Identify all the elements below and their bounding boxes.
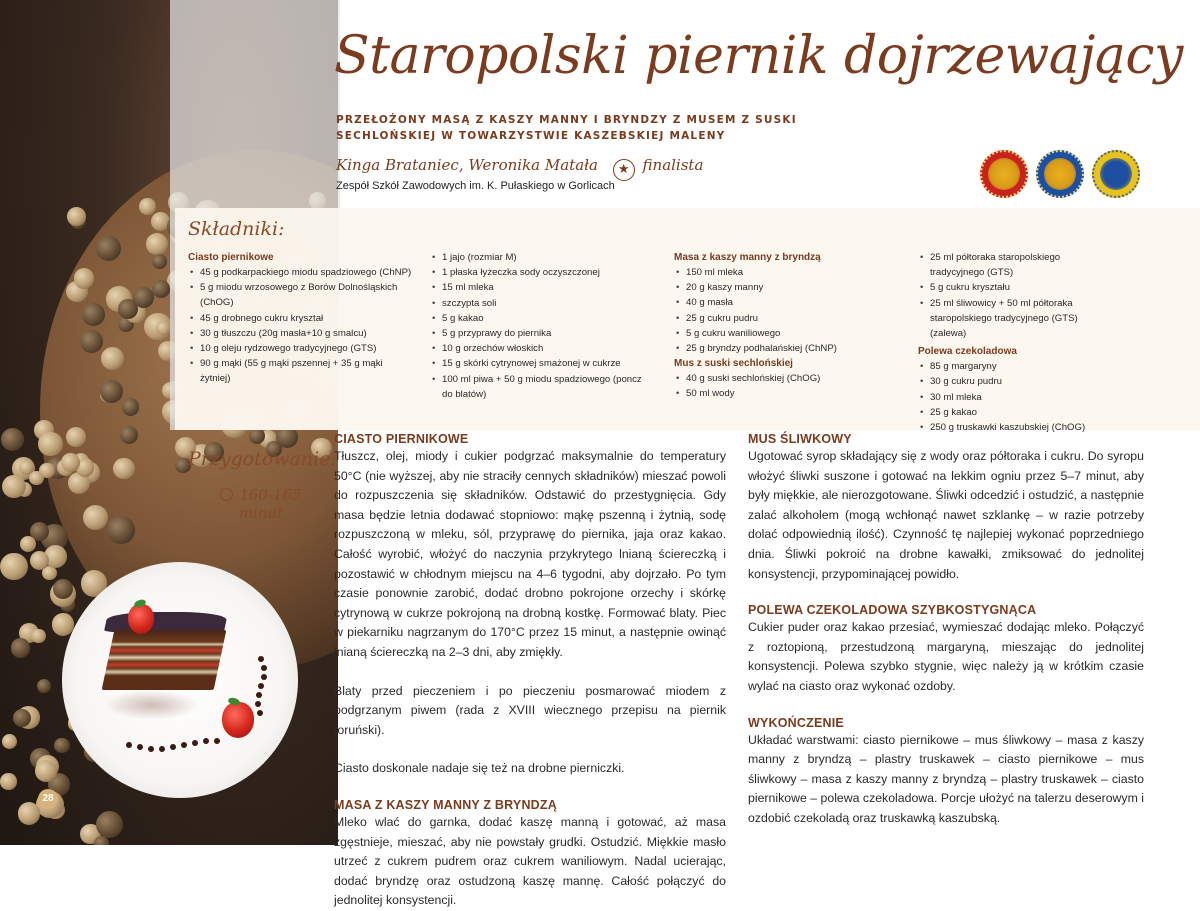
authors-names: Kinga Brataniec, Weronika Matała	[336, 156, 598, 174]
section-title: MUS ŚLIWKOWY	[748, 432, 852, 446]
prep-time-unit: minut	[238, 504, 284, 522]
ingredient-item: • 25 g bryndzy podhalańskiej (ChNP)	[674, 341, 899, 356]
ingredient-item: • 15 g skórki cytrynowej smażonej w cukrze	[430, 356, 655, 371]
ingredient-item: • 40 g masła	[674, 295, 899, 310]
instructions-left	[334, 432, 726, 911]
ingredient-item: • 5 g przyprawy do piernika	[430, 326, 655, 341]
ingredients-col-3	[674, 250, 899, 402]
section-paragraph: Cukier puder oraz kakao przesiać, wymieszać dodając mleko. Połączyć z roztopioną, przestudzoną margaryną, mieszając do jednolitej konsystencji. Polewa szybko stygnie, więc należy ją w krótkim czasie wylać na ciasto oraz wykonać ozdoby.	[748, 620, 1144, 693]
ingredient-item: • 15 ml mleka	[430, 280, 655, 295]
ingredient-item: • 5 g kakao	[430, 311, 655, 326]
prep-time	[216, 486, 306, 522]
ingredient-item: • 50 ml wody	[674, 386, 899, 401]
ingredient-item: • 30 ml mleka	[918, 390, 1098, 405]
school-name: Zespół Szkół Zawodowych im. K. Pułaskiego w Gorlicach	[336, 180, 615, 192]
ingredients-col-4	[918, 250, 1098, 435]
ingredient-item: • 250 g truskawki kaszubskiej (ChOG)	[918, 420, 1098, 435]
ingredients-col-2	[430, 250, 655, 402]
pdo-badge-icon	[980, 150, 1028, 198]
star-icon: ★	[613, 159, 635, 181]
preparation-heading: Przygotowanie:	[188, 448, 337, 470]
ingredient-item: • szczypta soli	[430, 296, 655, 311]
clock-icon	[220, 488, 233, 501]
section-paragraph: Ugotować syrop składający się z wody oraz półtoraka i cukru. Do syropu włożyć śliwki suszone i gotować na lekkim ogniu przez 5–7 minut, aby były miękkie, ale nierozgotowane. Śliwki odcedzić i ostudzić, a następnie zalać alkoholem (mogą wchłonąć nawet szklankę – w razie potrzeby dolać odpowiednią ilość). Czynność tę najlepiej wykonać poprzedniego dnia. Śliwki pokroić na drobne kawałki, zmiksować do jednolitej konsystencji, przypominającej powidło.	[748, 449, 1144, 581]
ingredient-item: • 30 g cukru pudru	[918, 374, 1098, 389]
ingredient-item: • 1 płaska łyżeczka sody oczyszczonej	[430, 265, 655, 280]
ingredients-col-1-title: Ciasto piernikowe	[188, 252, 274, 263]
ingredients-col-3-title: Masa z kaszy manny z bryndzą	[674, 252, 821, 263]
ingredient-item: • 5 g cukru waniliowego	[674, 326, 899, 341]
ingredients-col-3-title2: Mus z suski sechlońskiej	[674, 358, 793, 370]
ingredient-item: • 5 g miodu wrzosowego z Borów Dolnośląskich (ChOG)	[188, 280, 413, 310]
section-title: POLEWA CZEKOLADOWA SZYBKOSTYGNĄCA	[748, 603, 1037, 618]
ingredient-item: • 90 g mąki (55 g mąki pszennej + 35 g mąki żytniej)	[188, 356, 413, 386]
page-title: Staropolski piernik dojrzewający	[334, 26, 1183, 86]
section-paragraph: Blaty przed pieczeniem i po pieczeniu posmarować miodem z podgrzanym piwem (rada z XVIII wiecznego przepisu na piernik toruński).	[334, 683, 726, 737]
section-title: CIASTO PIERNIKOWE	[334, 432, 469, 446]
tsg-badge-icon	[1092, 150, 1140, 198]
ingredient-item: • 25 g kakao	[918, 405, 1098, 420]
instructions-right	[748, 432, 1144, 829]
ingredient-item: • 1 jajo (rozmiar M)	[430, 250, 655, 265]
recipe-subtitle: PRZEŁOŻONY MASĄ Z KASZY MANNY I BRYNDZY Z MUSEM Z SUSKI SECHLOŃSKIEJ W TOWARZYSTWIE KASZEBSKIEJ MALENY	[336, 114, 797, 142]
ingredient-item: • 25 g cukru pudru	[674, 311, 899, 326]
ingredient-item: • 20 g kaszy manny	[674, 280, 899, 295]
ingredient-item: • 45 g podkarpackiego miodu spadziowego (ChNP)	[188, 265, 413, 280]
ingredient-item: • 25 ml śliwowicy + 50 ml półtoraka staropolskiego tradycyjnego (GTS) (zalewa)	[918, 296, 1098, 342]
ingredient-item: • 30 g tłuszczu (20g masła+10 g smalcu)	[188, 326, 413, 341]
ingredient-item: • 45 g drobnego cukru kryształ	[188, 311, 413, 326]
section-title: MASA Z KASZY MANNY Z BRYNDZĄ	[334, 797, 557, 812]
pgi-badge-icon	[1036, 150, 1084, 198]
ingredients-heading: Składniki:	[188, 218, 285, 240]
ingredient-item: • 85 g margaryny	[918, 359, 1098, 374]
ingredient-item: • 10 g orzechów włoskich	[430, 341, 655, 356]
ingredient-item: • 25 ml półtoraka staropolskiego tradycyjnego (GTS)	[918, 250, 1098, 280]
award-label: finalista	[642, 156, 704, 174]
authors-line	[336, 156, 703, 181]
ingredient-item: • 5 g cukru kryształu	[918, 280, 1098, 295]
ingredient-item: • 40 g suski sechlońskiej (ChOG)	[674, 371, 899, 386]
ingredients-col-1	[188, 250, 413, 387]
section-paragraph: Układać warstwami: ciasto piernikowe – mus śliwkowy – masa z kaszy manny z bryndzą – plastry truskawek – ciasto piernikowe – mus śliwkowy – masa z kaszy manny z bryndzą – plastry truskawek – ciasto piernikowe – polewa czekoladowa. Porcje ułożyć na talerzu deserowym i ozdobić czekoladą oraz truskawką kaszubską.	[748, 732, 1144, 825]
section-paragraph: Mleko wlać do garnka, dodać kaszę manną i gotować, aż masa zgęstnieje, mieszać, aby nie powstały grudki. Ostudzić. Miękkie masło utrzeć z cukrem pudrem oraz cukrem waniliowym. Nadal ucierając, dodać bryndzę oraz ostudzoną kaszę mannę. Całość połączyć do jednolitej konsystencji.	[334, 814, 726, 908]
section-paragraph: Ciasto doskonale nadaje się też na drobne pierniczki.	[334, 761, 625, 776]
ingredient-item: • 150 ml mleka	[674, 265, 899, 280]
section-paragraph: Tłuszcz, olej, miody i cukier podgrzać maksymalnie do temperatury 50°C (nie wyższej, aby nie straciły cennych składników) mieszać powoli do rozpuszczenia się składników. Odstawić do przestygnięcia. Gdy masa będzie letnia dodawać stopniowo: mąkę pszenną i żytnią, sodę rozpuszczoną w mleku, sól, przyprawę do piernika, jaja oraz kakao. Całość wyrobić, włożyć do naczynia przykrytego lnianą ściereczką i pozostawić w chłodnym miejscu na 4–6 tygodni, aby dojrzało. Po tym czasie ponownie zarobić, dodać drobno pokrojone orzechy i skórkę cytrynową w cukrze pokrojoną na drobną kostkę. Formować blaty. Piec w piekarniku nagrzanym do 170°C przez 15 minut, a następnie owinąć lnianą ściereczką na 2–3 dni, aby zmiękły.	[334, 449, 726, 659]
page-number: 28	[38, 789, 58, 809]
ingredients-col-4-title2: Polewa czekoladowa	[918, 346, 1017, 358]
section-title: WYKOŃCZENIE	[748, 715, 844, 730]
ingredient-item: • 10 g oleju rydzowego tradycyjnego (GTS)	[188, 341, 413, 356]
prep-time-value: 160-165	[239, 486, 302, 504]
ingredient-item: • 100 ml piwa + 50 g miodu spadziowego (poncz do blatów)	[430, 372, 655, 402]
